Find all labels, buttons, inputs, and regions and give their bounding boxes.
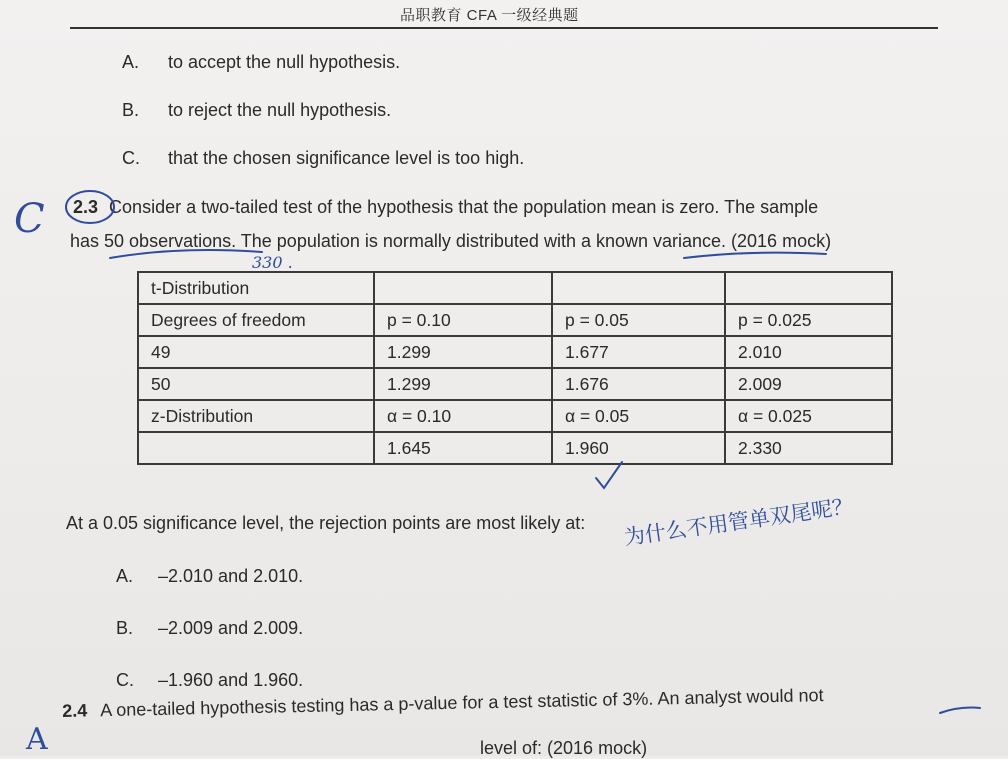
- table-cell: α = 0.10: [374, 400, 552, 432]
- table-cell: p = 0.10: [374, 304, 552, 336]
- table-cell: α = 0.05: [552, 400, 725, 432]
- table-cell: 1.676: [552, 368, 725, 400]
- table-cell: 2.330: [725, 432, 892, 464]
- table-cell: 1.299: [374, 368, 552, 400]
- handwritten-answer-a: A: [26, 722, 48, 757]
- option-letter: B.: [116, 618, 134, 638]
- question-text: Consider a two-tailed test of the hypothesis that the population mean is zero. The sample: [109, 197, 819, 217]
- page-header: 品职教育 CFA 一级经典题: [400, 7, 579, 24]
- option-text: that the chosen significance level is too high.: [168, 148, 525, 168]
- table-cell: 1.677: [552, 336, 725, 368]
- option-text: –2.010 and 2.010.: [158, 566, 304, 586]
- option-letter: C.: [122, 148, 140, 168]
- table-cell: 2.009: [725, 368, 892, 400]
- handwritten-answer-c: C: [14, 196, 45, 242]
- table-cell: p = 0.025: [725, 304, 892, 336]
- option-text: –2.009 and 2.009.: [158, 618, 304, 638]
- table-cell: α = 0.025: [725, 400, 892, 432]
- circle-mark: [66, 191, 114, 223]
- option-letter: A.: [116, 566, 134, 586]
- question-text: A one-tailed hypothesis testing has a p-value for a test statistic of 3%. An analyst would not: [100, 685, 824, 721]
- table-cell: Degrees of freedom: [138, 304, 374, 336]
- table-cell: 1.960: [552, 432, 725, 464]
- option-letter: C.: [116, 670, 134, 690]
- question-2-3-line-2: has 50 observations. The population is normally distributed with a known variance. (2016 mock): [70, 231, 832, 251]
- option-text: to reject the null hypothesis.: [168, 100, 392, 120]
- table-cell: z-Distribution: [138, 400, 374, 432]
- table-cell: p = 0.05: [552, 304, 725, 336]
- option-letter: B.: [122, 100, 140, 120]
- table-cell: 2.010: [725, 336, 892, 368]
- underline-mark: [110, 250, 262, 258]
- question-2-3-prompt: At a 0.05 significance level, the rejection points are most likely at:: [66, 513, 586, 533]
- underline-mark: [940, 708, 980, 713]
- table-cell: 1.299: [374, 336, 552, 368]
- underline-mark: [684, 253, 826, 258]
- table-cell: 1.645: [374, 432, 552, 464]
- handwritten-note-330: 330 .: [252, 253, 293, 272]
- table-cell: 50: [138, 368, 374, 400]
- handwritten-chinese-note: 为什么不用管单双尾呢？: [622, 493, 855, 550]
- option-letter: A.: [122, 52, 140, 72]
- option-text: –1.960 and 1.960.: [158, 670, 304, 690]
- table-cell: 49: [138, 336, 374, 368]
- question-number: 2.3: [73, 197, 99, 217]
- option-text: to accept the null hypothesis.: [168, 52, 401, 72]
- question-2-4-line-2: level of: (2016 mock): [480, 738, 648, 758]
- question-number: 2.4: [62, 700, 88, 721]
- table-cell: t-Distribution: [138, 272, 374, 304]
- check-mark-icon: [596, 462, 622, 488]
